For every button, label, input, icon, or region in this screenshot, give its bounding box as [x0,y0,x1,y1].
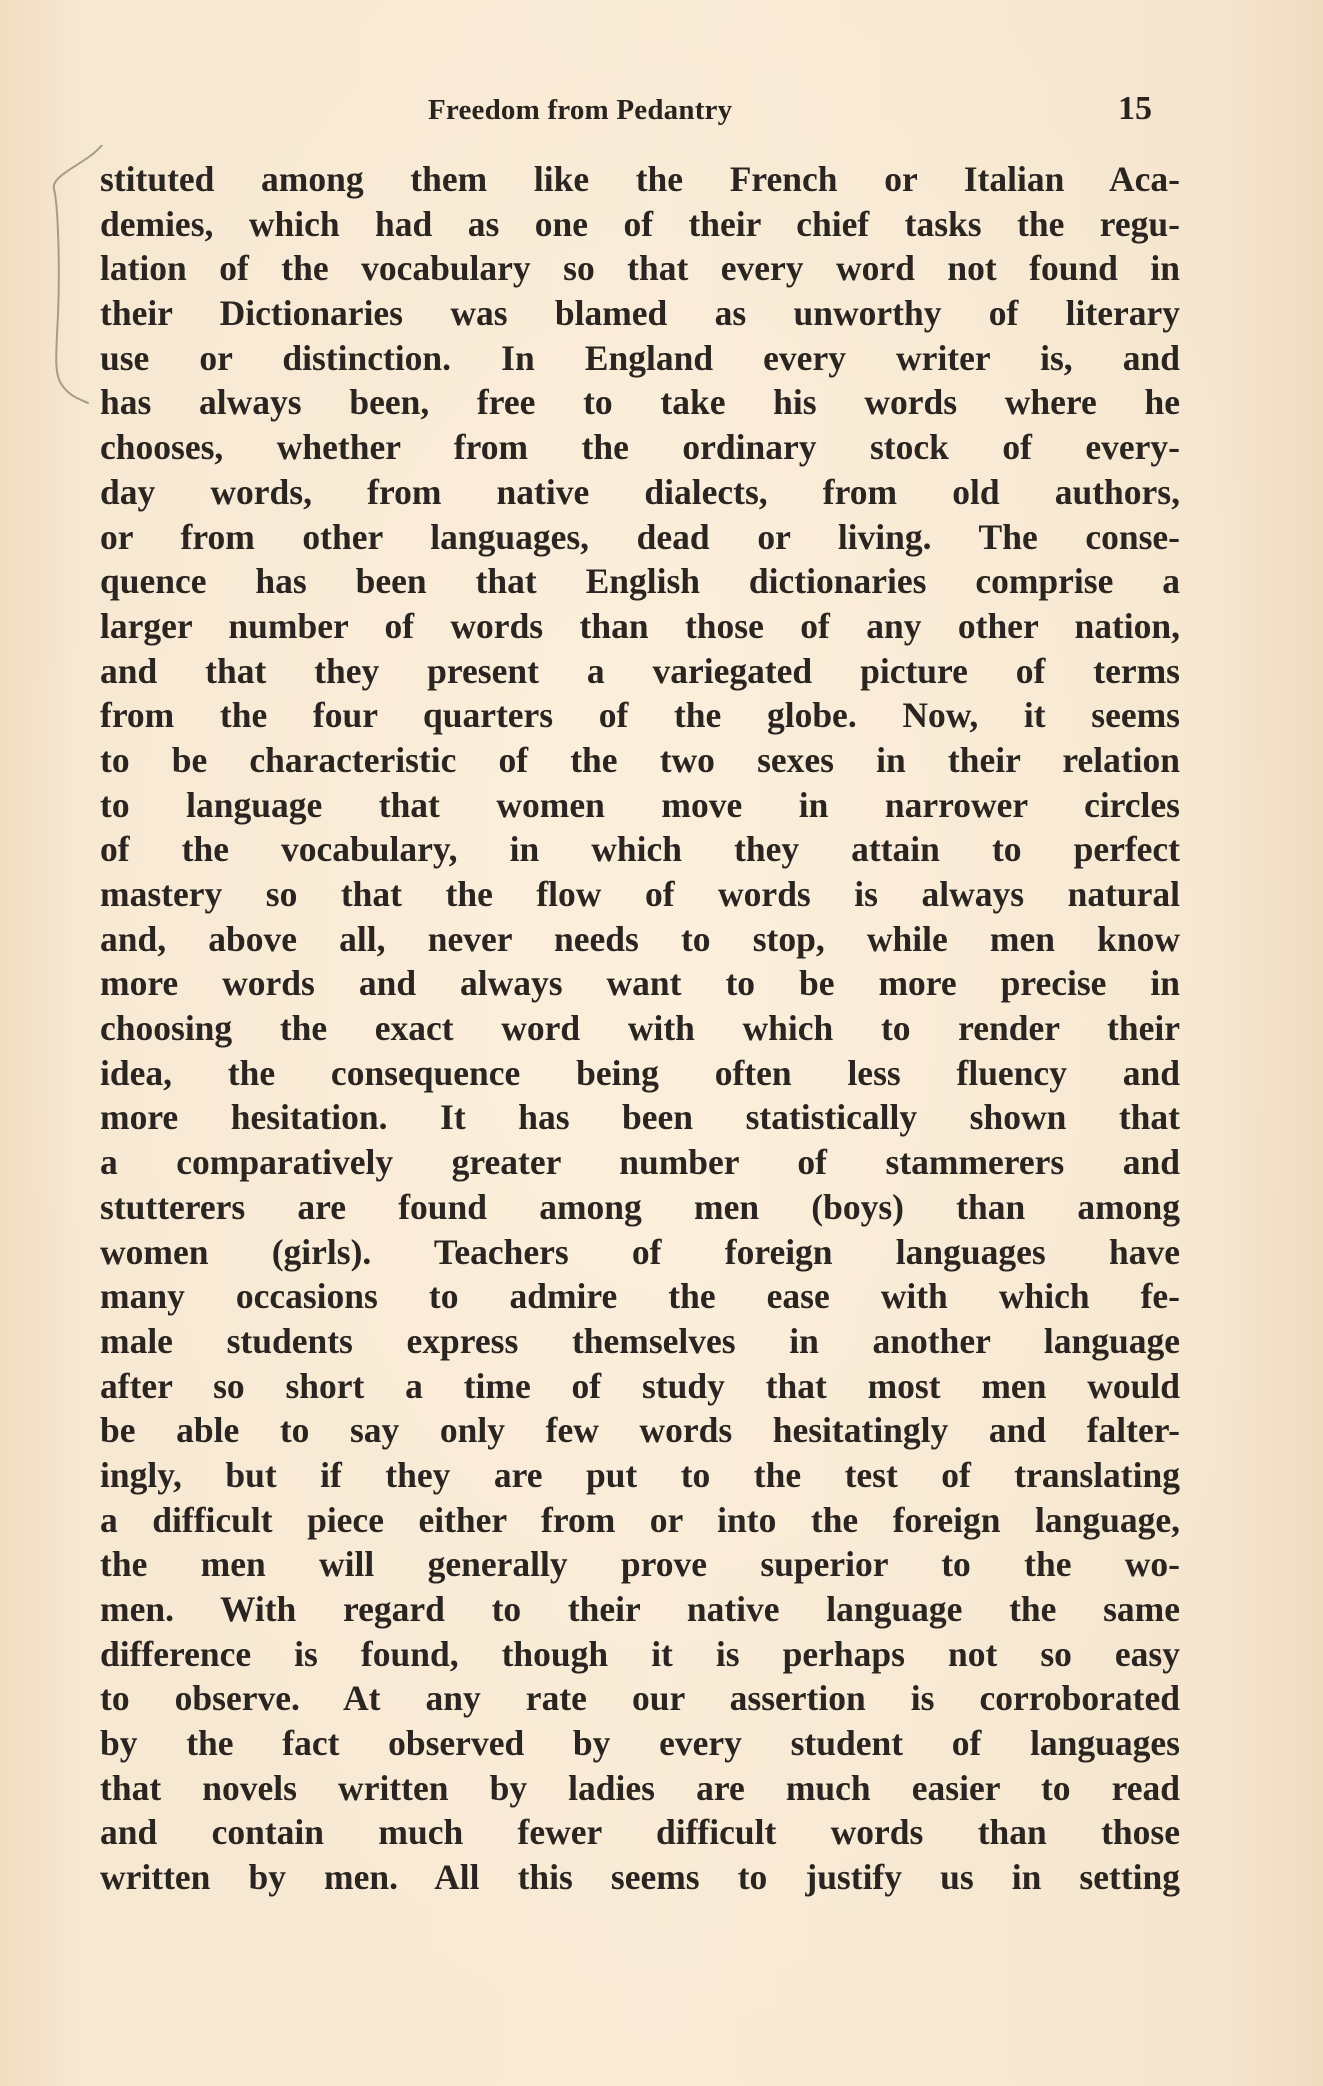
text-line: their Dictionaries was blamed as unworthy of literary [100,293,1180,334]
text-line: to observe. At any rate our assertion is corroborated [100,1678,1180,1719]
text-line: or from other languages, dead or living. The conse- [100,516,1180,557]
text-line: has always been, free to take his words where he [100,382,1180,423]
text-line: use or distinction. In England every writer is, and [100,337,1180,378]
text-line: after so short a time of study that most men would [100,1365,1180,1406]
body-text [100,157,1180,1900]
text-line: to be characteristic of the two sexes in their relation [100,739,1180,780]
page-number: 15 [1118,90,1152,127]
text-line: men. With regard to their native language the same [100,1589,1180,1629]
text-line: more hesitation. It has been statistically shown that [100,1097,1180,1138]
text-line: day words, from native dialects, from old authors, [100,471,1180,512]
text-line: written by men. All this seems to justify us in setting [100,1857,1180,1898]
text-line: lation of the vocabulary so that every word not found in [100,248,1180,289]
text-line: larger number of words than those of any other nation, [100,605,1180,646]
text-line: stutterers are found among men (boys) than among [100,1186,1180,1227]
text-line: male students express themselves in another language [100,1320,1180,1361]
text-line: idea, the consequence being often less fluency and [100,1052,1180,1093]
text-line: ingly, but if they are put to the test of translating [100,1454,1180,1495]
text-line: choosing the exact word with which to render their [100,1008,1180,1049]
text-line: and contain much fewer difficult words than those [100,1812,1180,1853]
text-line: difference is found, though it is perhaps not so easy [100,1633,1180,1674]
text-line: that novels written by ladies are much easier to read [100,1767,1180,1808]
text-line: be able to say only few words hesitatingly and falter- [100,1410,1180,1451]
text-line: a difficult piece either from or into the foreign language, [100,1499,1180,1540]
text-line: more words and always want to be more precise in [100,963,1180,1004]
text-line: a comparatively greater number of stammerers and [100,1142,1180,1183]
text-line: demies, which had as one of their chief tasks the regu- [100,203,1180,244]
text-line: many occasions to admire the ease with which fe- [100,1276,1180,1317]
page-header [0,90,1323,134]
text-line: chooses, whether from the ordinary stock of every- [100,427,1180,468]
text-line: to language that women move in narrower circles [100,784,1180,825]
text-line: by the fact observed by every student of languages [100,1723,1180,1764]
text-line: and that they present a variegated picture of terms [100,650,1180,691]
text-line: from the four quarters of the globe. Now, it seems [100,695,1180,736]
text-line: mastery so that the flow of words is always natural [100,874,1180,914]
text-line: of the vocabulary, in which they attain to perfect [100,829,1180,870]
text-line: the men will generally prove superior to the wo- [100,1544,1180,1585]
running-title: Freedom from Pedantry [428,94,733,126]
text-line: stituted among them like the French or Italian Aca- [100,159,1180,199]
text-line: quence has been that English dictionaries comprise a [100,561,1180,602]
text-line: women (girls). Teachers of foreign languages have [100,1231,1180,1272]
text-line: and, above all, never needs to stop, while men know [100,918,1180,959]
